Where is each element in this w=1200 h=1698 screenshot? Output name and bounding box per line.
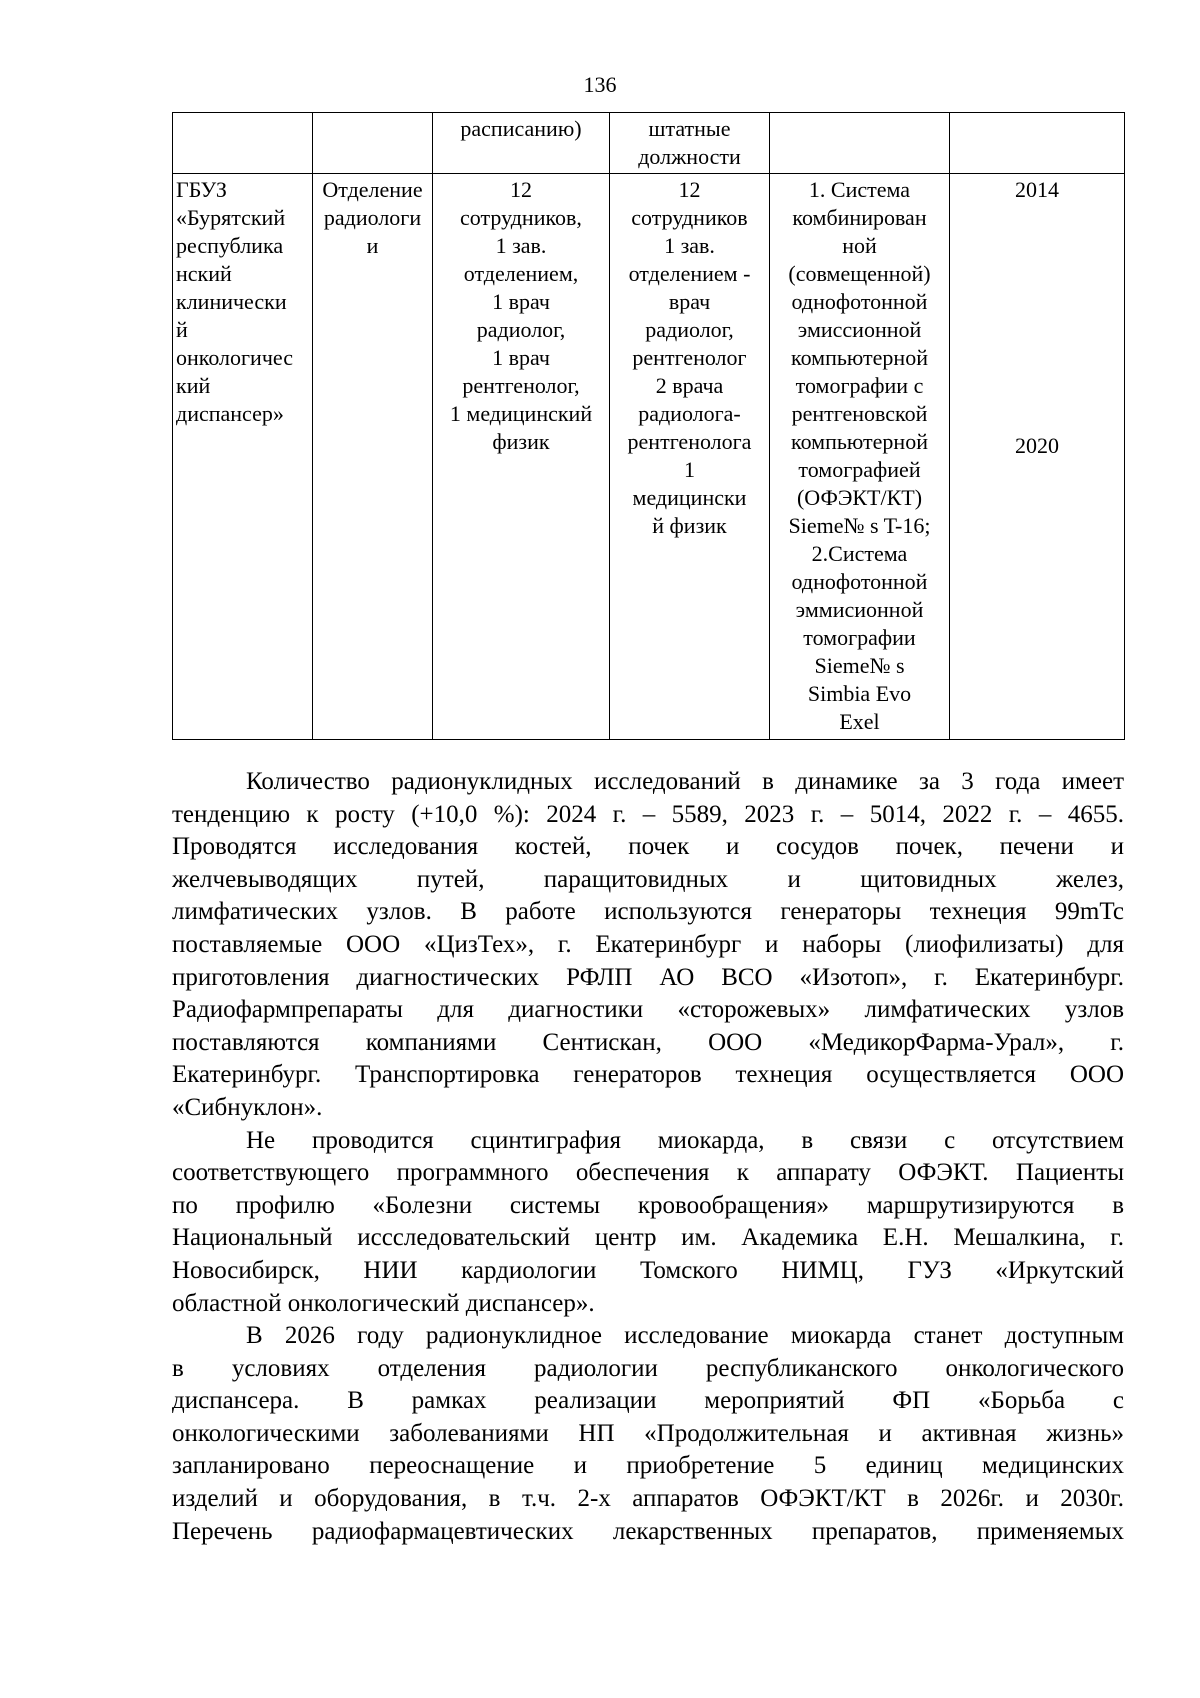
cell-line: (ОФЭКТ/КТ) — [796, 485, 923, 510]
text-line: Радиофармпрепараты для диагностики «сторожевых» лимфатических узлов — [172, 996, 1124, 1024]
text-line: Не проводится сцинтиграфия миокарда, в связи с отсутствием — [246, 1126, 1124, 1154]
text-line: по профилю «Болезни системы кровообращения» маршрутизируются в — [172, 1191, 1124, 1219]
table-row — [173, 174, 1125, 740]
page-number: 136 — [583, 72, 617, 97]
text-line: Национальный иссследовательский центр им. Академика Е.Н. Мешалкина, г. — [172, 1224, 1124, 1252]
cell-line: однофотонной — [791, 289, 928, 314]
table-cell-institution — [173, 174, 313, 740]
equipment-table — [172, 112, 1125, 740]
text-line: Перечень радиофармацевтических лекарственных препаратов, применяемых — [172, 1517, 1124, 1545]
paragraph-1 — [172, 766, 1124, 1125]
cell-line: радиологи — [323, 205, 422, 230]
cell-line: нский — [176, 261, 232, 286]
text-line: лимфатических узлов. В работе используются генераторы технеция 99mTc — [172, 898, 1124, 926]
cell-line: 1 медицинский — [449, 401, 593, 426]
cell-line: ной — [842, 233, 877, 258]
text-line: желчевыводящих путей, паращитовидных и щитовидных желез, — [172, 865, 1124, 893]
text-line: соответствующего программного обеспечения к аппарату ОФЭКТ. Пациенты — [172, 1159, 1124, 1187]
cell-line: Sieme№ s T-16; — [788, 513, 931, 538]
year-first: 2014 — [1015, 177, 1059, 202]
table-row-continuation — [173, 113, 1125, 174]
cell-line: «Бурятский — [176, 205, 286, 230]
cell-line: ГБУЗ — [176, 177, 227, 202]
cell-line: й физик — [652, 513, 727, 538]
cell-line: диспансер» — [176, 401, 284, 426]
cell-line: эммисионной — [795, 597, 924, 622]
table-cell-empty — [313, 113, 433, 174]
text-line: Екатеринбург. Транспортировка генераторов технеция осуществляется ООО — [172, 1061, 1124, 1089]
cell-line: онкологичес — [176, 345, 293, 370]
cell-line: врач — [668, 289, 711, 314]
cell-line: радиолога- — [638, 401, 741, 426]
cell-line: отделением - — [628, 261, 751, 286]
cell-line: рентгенолог, — [462, 373, 580, 398]
body-text — [172, 766, 1124, 1548]
cell-line: радиолог, — [645, 317, 734, 342]
cell-line: физик — [492, 429, 550, 454]
cell-line: медицински — [632, 485, 747, 510]
cell-line: 1 врач — [492, 289, 550, 314]
cell-line: компьютерной — [791, 429, 928, 454]
cell-line: республика — [176, 233, 284, 258]
cell-line: 1. Система — [808, 177, 911, 202]
text-line: в условиях отделения радиологии республиканского онкологического — [172, 1354, 1124, 1382]
cell-line: Отделение — [322, 177, 423, 202]
cell-line: клинически — [176, 289, 287, 314]
cell-line: расписанию) — [460, 116, 582, 141]
cell-line: должности — [638, 144, 741, 169]
cell-line: Sieme№ s — [814, 653, 905, 678]
cell-line: рентгенолога — [627, 429, 752, 454]
table-cell-empty — [770, 113, 950, 174]
text-line: «Сибнуклон». — [172, 1093, 323, 1121]
cell-line: 1 — [684, 457, 695, 482]
cell-line: радиолог, — [476, 317, 566, 342]
text-line: В 2026 году радионуклидное исследование миокарда станет доступным — [246, 1322, 1124, 1350]
cell-line: комбинирован — [792, 205, 927, 230]
text-line: запланировано переоснащение и приобретение 5 единиц медицинских — [172, 1452, 1124, 1480]
cell-line: сотрудников — [631, 205, 748, 230]
cell-line: томографии с — [795, 373, 924, 398]
cell-line: отделением, — [463, 261, 579, 286]
cell-line: Simbia Evo — [807, 681, 912, 706]
cell-line: 12 — [678, 177, 701, 202]
table-cell-positions-header — [610, 113, 770, 174]
cell-line: 1 зав. — [495, 233, 547, 258]
cell-line: штатные — [648, 116, 731, 141]
text-line: поставляются компаниями Сентискан, ООО «МедикорФарма-Урал», г. — [172, 1028, 1124, 1056]
cell-line: 2.Система — [811, 541, 908, 566]
cell-line: 1 зав. — [664, 233, 715, 258]
text-line: онкологическими заболеваниями НП «Продолжительная и активная жизнь» — [172, 1419, 1124, 1447]
table-cell-equipment — [770, 174, 950, 740]
table-cell-empty — [950, 113, 1125, 174]
text-line: приготовления диагностических РФЛП АО ВСО «Изотоп», г. Екатеринбург. — [172, 963, 1124, 991]
cell-line: и — [366, 233, 379, 258]
text-line: диспансера. В рамках реализации мероприятий ФП «Борьба с — [172, 1387, 1124, 1415]
text-line: Количество радионуклидных исследований в динамике за 3 года имеет — [246, 768, 1124, 795]
cell-line: сотрудников, — [460, 205, 582, 230]
cell-line: компьютерной — [791, 345, 928, 370]
cell-line: 12 — [510, 177, 532, 202]
table-cell-empty — [173, 113, 313, 174]
year-second: 2020 — [1015, 433, 1059, 458]
text-line: поставляемые ООО «ЦизТех», г. Екатеринбург и наборы (лиофилизаты) для — [172, 930, 1124, 958]
cell-line: однофотонной — [791, 569, 928, 594]
text-line: Новосибирск, НИИ кардиологии Томского НИМЦ, ГУЗ «Иркутский — [172, 1256, 1124, 1284]
cell-line: эмиссионной — [797, 317, 922, 342]
paragraph-2 — [172, 1125, 1124, 1321]
text-line: Проводятся исследования костей, почек и сосудов почек, печени и — [172, 833, 1124, 861]
cell-line: (совмещенной) — [788, 261, 931, 286]
cell-line: томографией — [798, 457, 921, 482]
cell-line: 2 врача — [655, 373, 724, 398]
table-cell-years — [950, 174, 1125, 740]
table-cell-staff-schedule — [433, 174, 610, 740]
cell-line: рентгенолог — [632, 345, 747, 370]
text-line: изделий и оборудования, в т.ч. 2-х аппаратов ОФЭКТ/КТ в 2026г. и 2030г. — [172, 1485, 1124, 1513]
cell-line: рентгеновской — [791, 401, 928, 426]
table-cell-staff-positions — [610, 174, 770, 740]
cell-line: Exel — [839, 709, 880, 734]
text-line: областной онкологический диспансер». — [172, 1289, 595, 1317]
table-cell-department — [313, 174, 433, 740]
paragraph-3 — [172, 1320, 1124, 1548]
table-cell-schedule-header — [433, 113, 610, 174]
cell-line: томографии — [803, 625, 916, 650]
cell-line: 1 врач — [492, 345, 550, 370]
cell-line: кий — [176, 373, 211, 398]
cell-line: й — [176, 317, 188, 342]
text-line: тенденцию к росту (+10,0 %): 2024 г. – 5589, 2023 г. – 5014, 2022 г. – 4655. — [172, 800, 1124, 828]
